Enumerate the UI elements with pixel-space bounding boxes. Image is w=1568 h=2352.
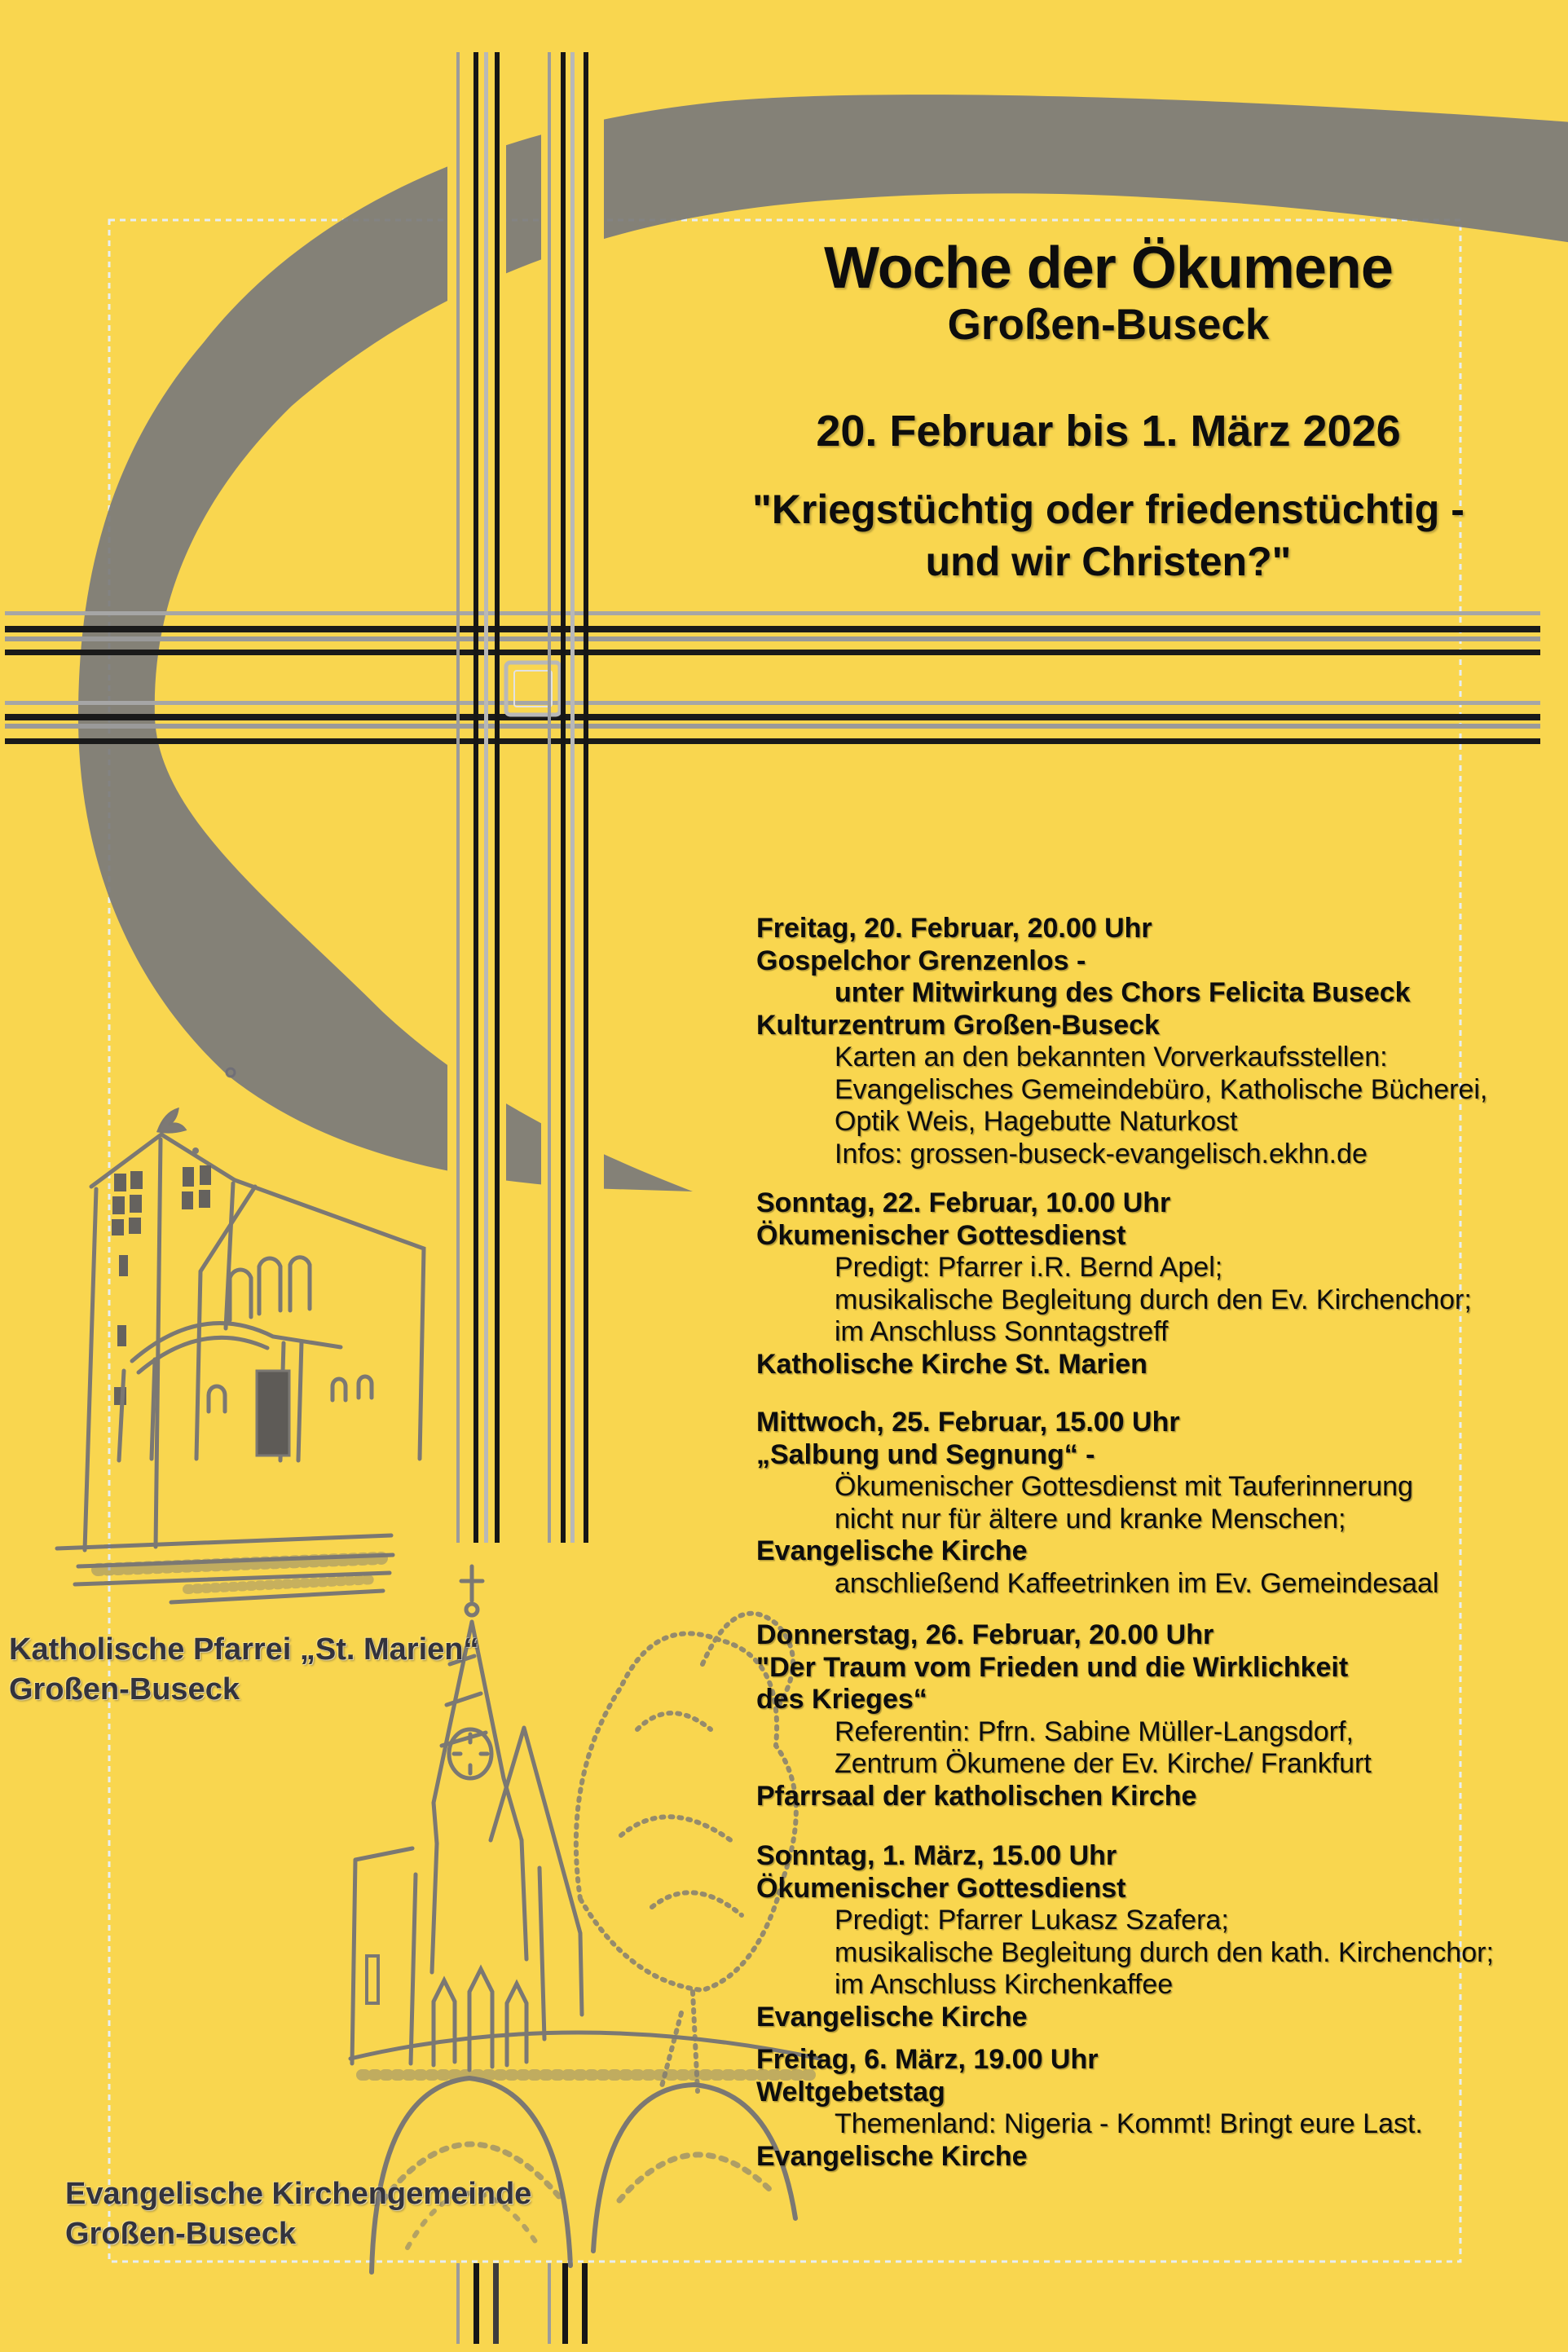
event-line: „Salbung und Segnung“ -: [756, 1438, 1095, 1470]
event-line: Kulturzentrum Großen-Buseck: [756, 1009, 1160, 1041]
event-line: Evangelische Kirche: [756, 2140, 1028, 2172]
caption-line: Großen-Buseck: [65, 2217, 296, 2251]
event-block-5: [756, 1840, 1494, 2033]
flyer-subtitle: Großen-Buseck: [947, 301, 1270, 349]
event-line: "Der Traum vom Frieden und die Wirklichkeit: [756, 1651, 1349, 1683]
event-line: musikalische Begleitung durch den kath. Kirchenchor;: [835, 1936, 1494, 1968]
event-line: Evangelische Kirche: [756, 2001, 1028, 2033]
caption-line: Großen-Buseck: [9, 1672, 240, 1707]
event-line: Evangelisches Gemeindebüro, Katholische Bücherei,: [835, 1073, 1488, 1105]
event-line: Ökumenischer Gottesdienst: [756, 1872, 1126, 1904]
event-block-6: [756, 2044, 1423, 2173]
caption-catholic-parish: [9, 1630, 479, 1710]
event-line: Infos: grossen-buseck-evangelisch.ekhn.de: [835, 1138, 1368, 1169]
event-line: Referentin: Pfrn. Sabine Müller-Langsdorf,: [835, 1716, 1354, 1747]
event-line: Optik Weis, Hagebutte Naturkost: [835, 1106, 1238, 1137]
event-line: Themenland: Nigeria - Kommt! Bringt eure Last.: [835, 2108, 1423, 2139]
event-line: im Anschluss Kirchenkaffee: [835, 1969, 1174, 2000]
event-line: im Anschluss Sonntagstreff: [835, 1316, 1169, 1347]
event-line: Gospelchor Grenzenlos -: [756, 945, 1086, 976]
flyer-title: Woche der Ökumene: [824, 236, 1393, 301]
event-line: Predigt: Pfarrer i.R. Bernd Apel;: [835, 1252, 1223, 1283]
theme-line-1: "Kriegstüchtig oder friedenstüchtig -: [752, 487, 1464, 532]
event-block-3: [756, 1407, 1438, 1600]
event-line: Sonntag, 1. März, 15.00 Uhr: [756, 1840, 1117, 1871]
event-line: Freitag, 20. Februar, 20.00 Uhr: [756, 913, 1152, 944]
event-line: Pfarrsaal der katholischen Kirche: [756, 1780, 1197, 1812]
event-line: Sonntag, 22. Februar, 10.00 Uhr: [756, 1187, 1171, 1218]
event-line: musikalische Begleitung durch den Ev. Kirchenchor;: [835, 1284, 1472, 1315]
event-block-1: [756, 913, 1487, 1170]
event-line: unter Mitwirkung des Chors Felicita Buseck: [835, 977, 1411, 1008]
event-line: Katholische Kirche St. Marien: [756, 1348, 1147, 1380]
cross-horizontal-lines: [5, 611, 1540, 744]
event-line: Freitag, 6. März, 19.00 Uhr: [756, 2044, 1099, 2075]
event-line: Mittwoch, 25. Februar, 15.00 Uhr: [756, 1407, 1180, 1438]
caption-line: Katholische Pfarrei „St. Marien“: [9, 1632, 479, 1667]
event-line: Weltgebetstag: [756, 2076, 945, 2108]
event-line: Ökumenischer Gottesdienst: [756, 1219, 1126, 1251]
caption-line: Evangelische Kirchengemeinde: [65, 2177, 532, 2211]
event-block-4: [756, 1619, 1372, 1812]
event-line: Ökumenischer Gottesdienst mit Tauferinnerung: [835, 1471, 1413, 1502]
date-range: 20. Februar bis 1. März 2026: [816, 407, 1401, 456]
theme-line-2: und wir Christen?": [925, 539, 1292, 584]
caption-protestant-parish: [65, 2174, 531, 2254]
event-line: Evangelische Kirche: [756, 1535, 1028, 1566]
event-line: anschließend Kaffeetrinken im Ev. Gemeindesaal: [835, 1567, 1439, 1599]
event-line: Karten an den bekannten Vorverkaufsstellen:: [835, 1042, 1388, 1072]
cross-vertical-lines-bottom: [456, 2263, 588, 2344]
event-line: Zentrum Ökumene der Ev. Kirche/ Frankfurt: [835, 1748, 1372, 1779]
event-block-2: [756, 1187, 1472, 1381]
event-line: des Krieges“: [756, 1684, 927, 1715]
event-line: Predigt: Pfarrer Lukasz Szafera;: [835, 1905, 1229, 1936]
event-line: nicht nur für ältere und kranke Menschen;: [835, 1503, 1346, 1535]
event-line: Donnerstag, 26. Februar, 20.00 Uhr: [756, 1619, 1214, 1650]
